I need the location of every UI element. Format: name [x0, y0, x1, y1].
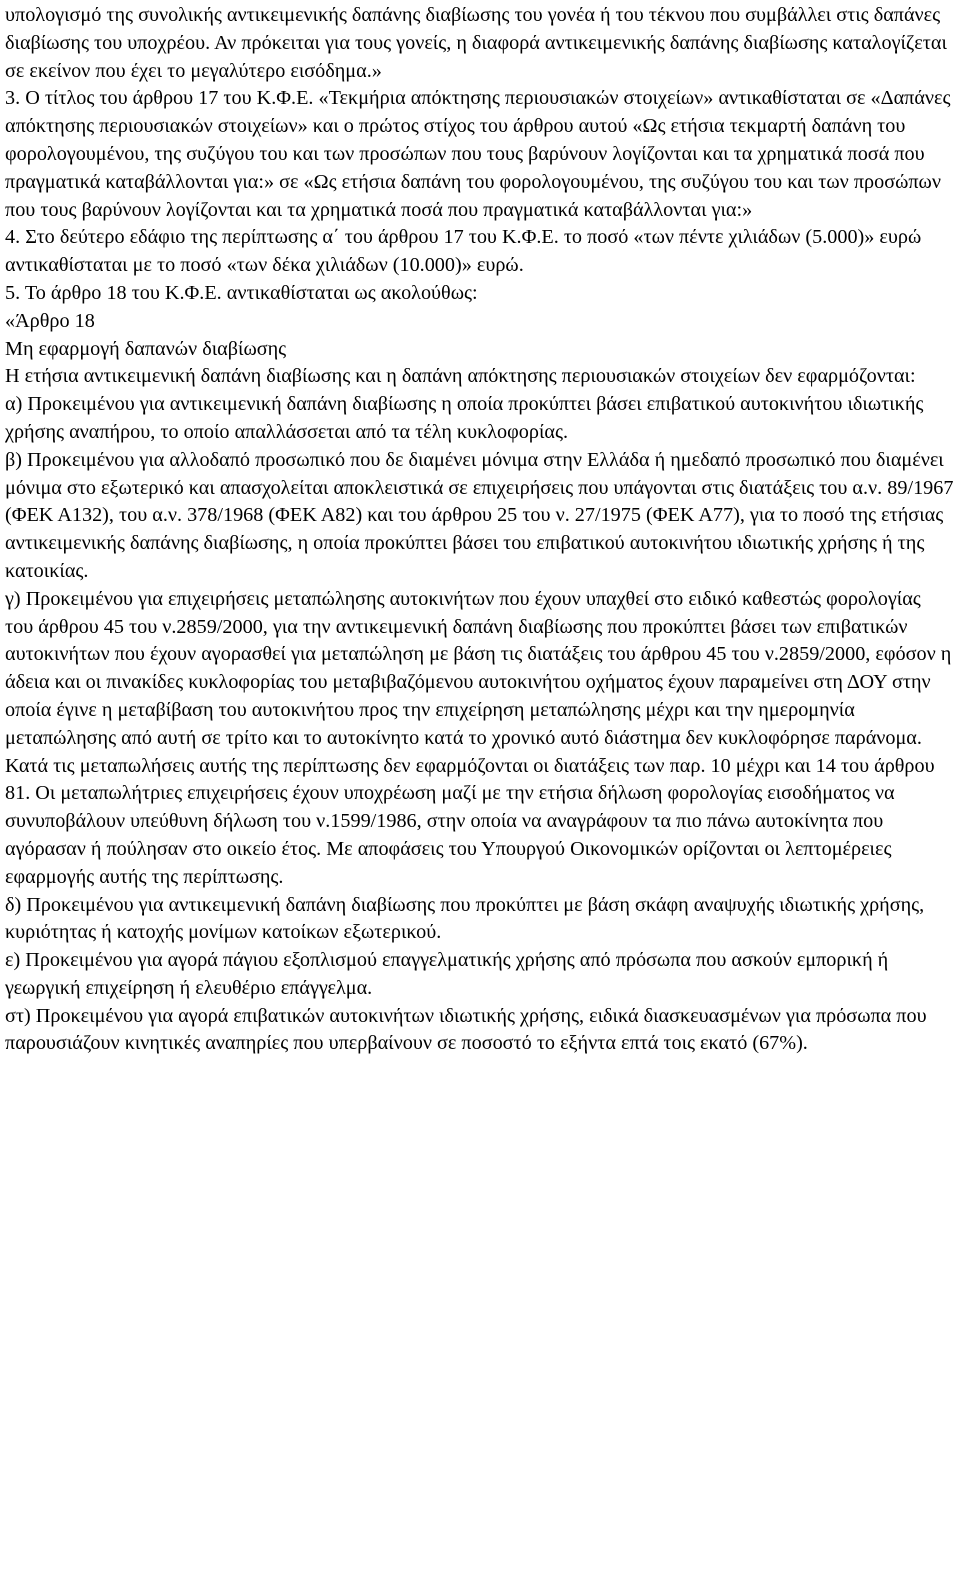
clause-e: ε) Προκειμένου για αγορά πάγιου εξοπλισμού επαγγελματικής χρήσης από πρόσωπα που ασκούν εμπορική ή γεωργική επιχείρηση ή ελευθέριο επάγγελμα. [5, 949, 889, 999]
article-intro: Η ετήσια αντικειμενική δαπάνη διαβίωσης και η δαπάνη απόκτησης περιουσιακών στοιχείων δεν εφαρμόζονται: [5, 365, 916, 388]
article-title: Μη εφαρμογή δαπανών διαβίωσης [5, 337, 287, 360]
clause-f: στ) Προκειμένου για αγορά επιβατικών αυτοκινήτων ιδιωτικής χρήσης, ειδικά διασκευασμένων για πρόσωπα που παρουσιάζουν κινητικές αναπηρίες που υπερβαίνουν σε ποσοστό το εξήντα επτά τοις εκατό (67%). [5, 1004, 927, 1055]
clause-c: γ) Προκειμένου για επιχειρήσεις μεταπώλησης αυτοκινήτων που έχουν υπαχθεί στο ειδικό καθεστώς φορολογίας του άρθρου 45 του ν.2859/2000, για την αντικειμενική δαπάνη διαβίωσης που προκύπτει βάσει των επιβατικών αυτοκινήτων που έχουν αγορασθεί για μεταπώληση με βάση τις διατάξεις του άρθρου 45 του ν.2859/2000, εφόσον η άδεια και οι πινακίδες κυκλοφορίας του μεταβιβαζόμενου αυτοκινήτου οχήματος έχουν παραμείνει στη ΔΟΥ στην οποία έγινε η μεταβίβαση του αυτοκινήτου προς την επιχείρηση μεταπώλησης μέχρι και την ημερομηνία μεταπώλησης από αυτή σε τρίτο και το αυτοκίνητο κατά το χρονικό αυτό διάστημα δεν κυκλοφόρησε παράνομα. Κατά τις μεταπωλήσεις αυτής της περίπτωσης δεν εφαρμόζονται οι διατάξεις των παρ. 10 μέχρι και 14 του άρθρου 81. Οι μεταπωλήτριες επιχειρήσεις έχουν υποχρέωση μαζί με την ετήσια δήλωση φορολογίας εισοδήματος να συνυποβάλουν υπεύθυνη δήλωση του ν.1599/1986, στην οποία να αναγράφουν τα πιο πάνω αυτοκίνητα που αγόρασαν ή πούλησαν στο οικείο έτος. Με αποφάσεις του Υπουργού Οικονομικών ορίζονται οι λεπτομέρειες εφαρμογής αυτής της περίπτωσης. [5, 587, 952, 888]
paragraph-item-5: 5. Το άρθρο 18 του Κ.Φ.Ε. αντικαθίσταται ως ακολούθως: [5, 281, 478, 304]
clause-b: β) Προκειμένου για αλλοδαπό προσωπικό που δε διαμένει μόνιμα στην Ελλάδα ή ημεδαπό προσωπικό που διαμένει μόνιμα στο εξωτερικό και απασχολείται αποκλειστικά σε επιχειρήσεις που υπάγονται στις διατάξεις του α.ν. 89/1967 (ΦΕΚ Α132), του α.ν. 378/1968 (ΦΕΚ Α82) και του άρθρου 25 του ν. 27/1975 (ΦΕΚ Α77), για το ποσό της ετήσιας αντικειμενικής δαπάνης διαβίωσης, η οποία προκύπτει βάσει του επιβατικού αυτοκινήτου ιδιωτικής χρήσης ή της κατοικίας. [5, 448, 954, 582]
paragraph-continuation: υπολογισμό της συνολικής αντικειμενικής δαπάνης διαβίωσης του γονέα ή του τέκνου που συμβάλλει στις δαπάνες διαβίωσης του υποχρέου. Αν πρόκειται για τους γονείς, η διαφορά αντικειμενικής δαπάνης διαβίωσης καταλογίζεται σε εκείνον που έχει το μεγαλύτερο εισόδημα.» [5, 4, 947, 82]
clause-a: α) Προκειμένου για αντικειμενική δαπάνη διαβίωσης η οποία προκύπτει βάσει επιβατικού αυτοκινήτου ιδιωτικής χρήσης αναπήρου, το οποίο απαλλάσσεται από τα τέλη κυκλοφορίας. [5, 393, 924, 443]
article-heading: «Άρθρο 18 [5, 309, 95, 332]
paragraph-item-3: 3. Ο τίτλος του άρθρου 17 του Κ.Φ.Ε. «Τεκμήρια απόκτησης περιουσιακών στοιχείων» αντικαθίσταται σε «Δαπάνες απόκτησης περιουσιακών στοιχείων» και ο πρώτος στίχος του άρθρου αυτού «Ως ετήσια τεκμαρτή δαπάνη του φορολογουμένου, της συζύγου του και των προσώπων που τους βαρύνουν λογίζονται και τα χρηματικά ποσά που πραγματικά καταβάλλονται για:» σε «Ως ετήσια δαπάνη του φορολογουμένου, της συζύγου του και των προσώπων που τους βαρύνουν λογίζονται και τα χρηματικά ποσά που πραγματικά καταβάλλονται για:» [5, 87, 951, 221]
paragraph-item-4: 4. Στο δεύτερο εδάφιο της περίπτωσης α΄ του άρθρου 17 του Κ.Φ.Ε. το ποσό «των πέντε χιλιάδων (5.000)» ευρώ αντικαθίσταται με το ποσό «των δέκα χιλιάδων (10.000)» ευρώ. [5, 226, 922, 277]
clause-d: δ) Προκειμένου για αντικειμενική δαπάνη διαβίωσης που προκύπτει με βάση σκάφη αναψυχής ιδιωτικής χρήσης, κυριότητας ή κατοχής μονίμων κατοίκων εξωτερικού. [5, 893, 925, 944]
